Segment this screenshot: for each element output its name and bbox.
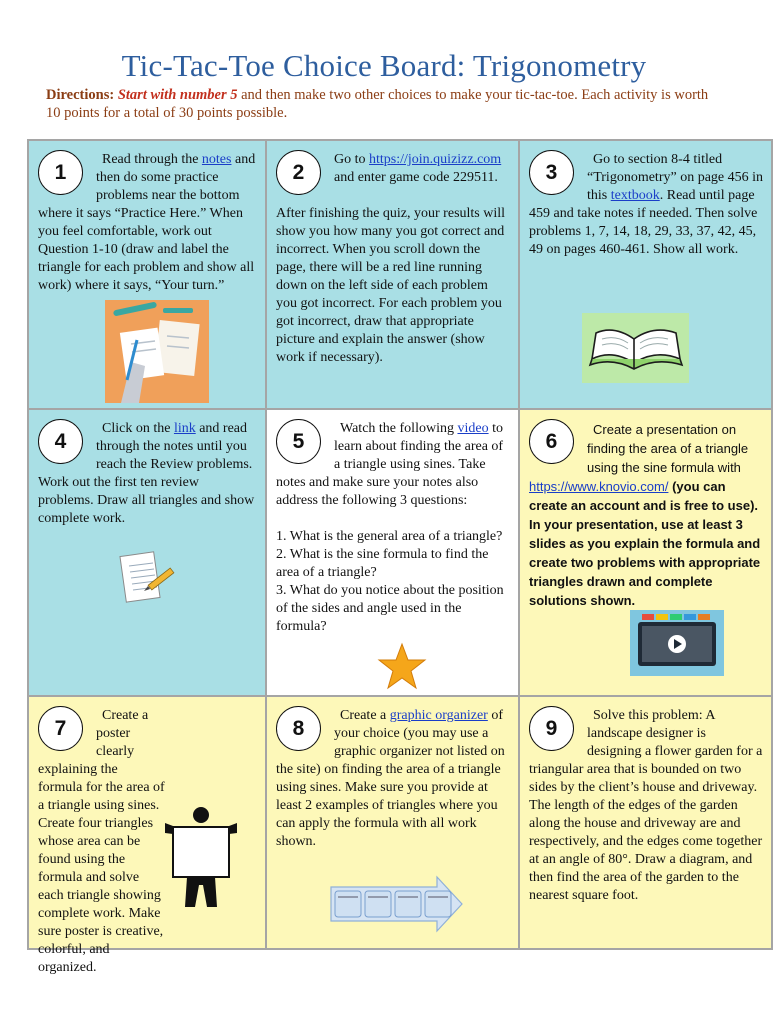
cell-number-7: 7: [38, 706, 83, 751]
cell-5-text-b: to learn about finding the area of a triangle using sines. Take notes and make sure your notes also address the following 3 questions:: [276, 421, 504, 508]
cell-9-text: [529, 707, 763, 905]
cell-3-text-a: Go to section 8-4 titled “Trigonometry” on page 456 in this: [587, 152, 764, 203]
directions-label: Directions:: [46, 87, 115, 103]
cell-8-text-a: Create a: [340, 708, 390, 723]
choice-board-grid: [27, 139, 773, 975]
knovio-link[interactable]: https://www.knovio.com/: [529, 479, 669, 494]
video-link[interactable]: video: [457, 421, 489, 436]
textbook-link[interactable]: textbook: [610, 188, 660, 203]
notes-link-4[interactable]: link: [173, 421, 196, 436]
cell-8-text-b: of your choice (you may use a graphic organizer not listed on the site) on finding the area of a triangle using sines. Make sure you provide at least 2 examples of triangles where you can apply the formula with all work shown.: [276, 708, 505, 849]
cell-4-text-b: and read through the notes until you reach the Review problems. Work out the first ten review problems. Draw all triangles and show complete work.: [38, 421, 255, 526]
cell-1-text-a: Read through the: [102, 152, 202, 167]
choice-cell-2: [265, 139, 520, 410]
cell-number-8: 8: [276, 706, 321, 751]
cell-number-9: 9: [529, 706, 574, 751]
cell-2-text-b: and enter game code 229511.: [334, 170, 498, 185]
desk-papers-icon: [105, 300, 209, 403]
choice-cell-6: [518, 408, 773, 697]
cell-number-2: 2: [276, 150, 321, 195]
cell-1-text: [38, 151, 257, 295]
page-title: Tic-Tac-Toe Choice Board: Trigonometry: [121, 48, 647, 83]
cell-5-text: [276, 420, 510, 636]
cell-7-body: Create a poster clearly explaining the formula for the area of a triangle using sines. Create four triangles whose area can be found using the formula and solve each triangle showing complete work. Make sure poster is creative, colorful, and organized.: [38, 708, 165, 975]
cell-2-instructions: After finishing the quiz, your results will show you how many you got correct and incorrect. When you scroll down the page, there will be a red line running down on the left side of each problem you got incorrect. For each problem you got incorrect, draw that appropriate picture and explain the answer (show work if necessary).: [276, 206, 506, 365]
choice-cell-7: [27, 695, 267, 975]
cell-4-text-a: Click on the: [102, 421, 174, 436]
directions: [46, 86, 726, 122]
star-icon: [377, 642, 427, 690]
question-1: 1. What is the general area of a triangle?: [276, 529, 503, 544]
cell-number-6: 6: [529, 419, 574, 464]
cell-2-text: [276, 151, 510, 367]
video-presentation-icon: [630, 610, 724, 676]
question-3: 3. What do you notice about the position of the sides and angle used in the formula?: [276, 583, 504, 634]
cell-6-text-a: Create a presentation on finding the area of a triangle using the sine formula with: [587, 422, 749, 475]
cell-8-text: [276, 707, 510, 851]
choice-cell-3: [518, 139, 773, 410]
choice-cell-5: [265, 408, 520, 697]
cell-number-4: 4: [38, 419, 83, 464]
paper-pencil-icon: [117, 550, 179, 612]
person-holding-poster-icon: [161, 805, 241, 909]
choice-cell-8: [265, 695, 520, 950]
cell-1-text-b: and then do some practice problems near the bottom where it says “Practice Here.” When you feel comfortable, work out Question 1-10 (draw and label the triangle for each problem and show all work) where it says, “Your turn.”: [38, 152, 256, 293]
cell-9-body: Solve this problem: A landscape designer is designing a flower garden for a triangular area that is bounded on two sides by the client’s house and driveway. The length of the edges of the garden along the house and driveway are and respectively, and the edges come together at an angle of 80°. Draw a diagram, and then find the area of the garden to the nearest square foot.: [529, 708, 763, 903]
cell-number-1: 1: [38, 150, 83, 195]
directions-emphasis: Start with number 5: [117, 87, 238, 103]
open-book-icon: [582, 313, 689, 383]
choice-cell-4: [27, 408, 267, 697]
directions-text: and then make two other choices to make your tic-tac-toe. Each activity is worth 10 points for a total of 30 points possible.: [46, 87, 709, 121]
question-2: 2. What is the sine formula to find the area of a triangle?: [276, 547, 489, 580]
cell-4-text: [38, 420, 257, 528]
cell-number-5: 5: [276, 419, 321, 464]
notes-link[interactable]: notes: [201, 152, 232, 167]
choice-cell-1: [27, 139, 267, 410]
cell-6-text-b: (you can create an account and is free to use). In your presentation, use at least 3 slides as you explain the formula and create two problems with appropriate triangles drawn and complete solutions shown.: [529, 479, 761, 608]
cell-6-text: [529, 420, 763, 610]
graphic-organizer-arrow-icon: [329, 875, 464, 933]
cell-5-text-a: Watch the following: [340, 421, 458, 436]
graphic-organizer-link[interactable]: graphic organizer: [389, 708, 488, 723]
cell-2-text-a: Go to: [334, 152, 369, 167]
choice-cell-9: [518, 695, 773, 950]
quizizz-link[interactable]: https://join.quizizz.com: [369, 152, 502, 167]
cell-3-text-b: . Read until page 459 and take notes if needed. Then solve problems 1, 7, 14, 18, 29, 33, 37, 42, 45, 49 on pages 460-461. Show all work.: [529, 188, 758, 257]
cell-number-3: 3: [529, 150, 574, 195]
cell-3-text: [529, 151, 763, 259]
